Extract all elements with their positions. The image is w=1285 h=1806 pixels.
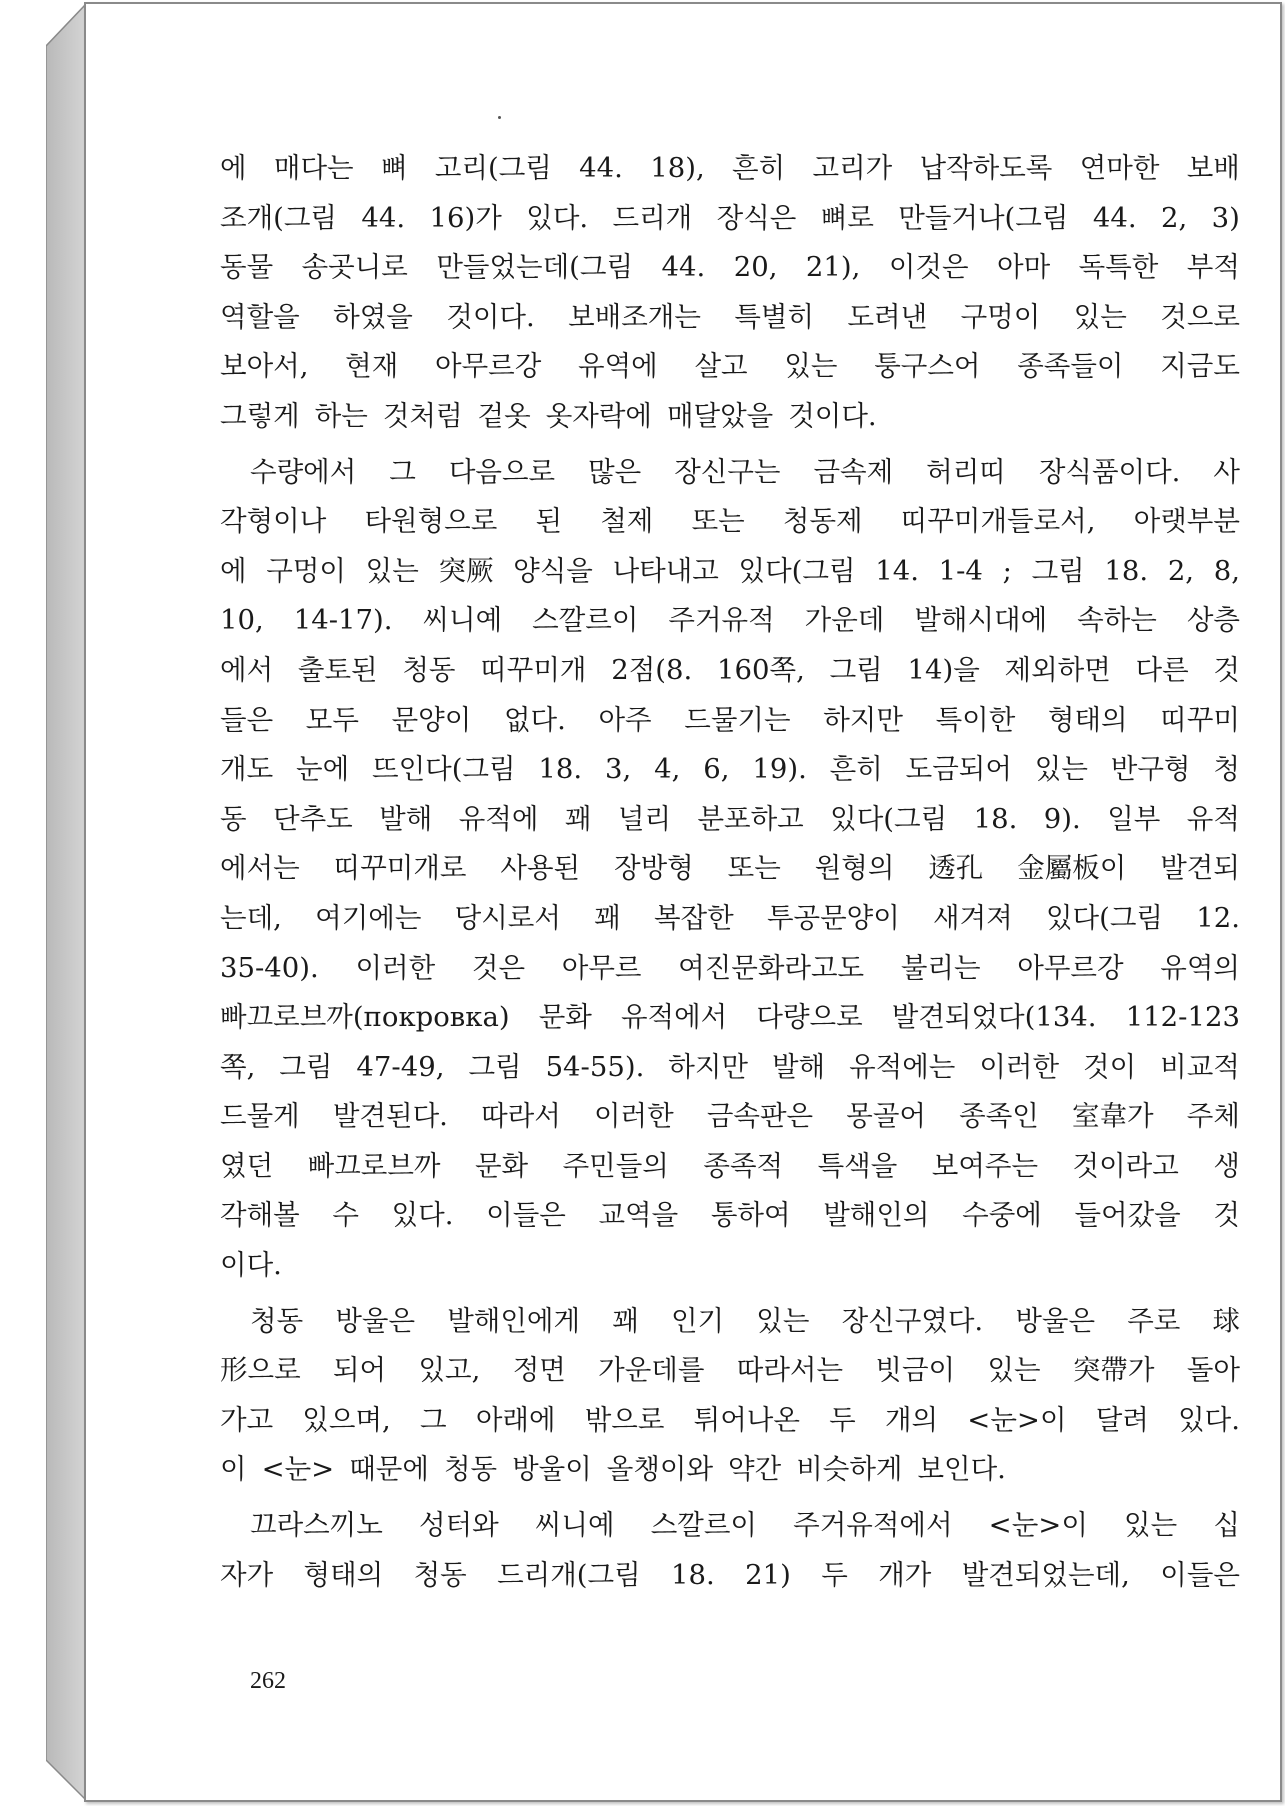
book-page: [84, 2, 1282, 1802]
text-line: 개도 눈에 뜨인다(그림 18. 3, 4, 6, 19). 흔히 도금되어 있는 반구형 청: [220, 753, 1240, 786]
text-line: 각형이나 타원형으로 된 철제 또는 청동제 띠꾸미개들로서, 아랫부분: [220, 505, 1240, 538]
text-line: 쪽, 그림 47-49, 그림 54-55). 하지만 발해 유적에는 이러한 것이 비교적: [220, 1050, 1240, 1083]
text-line: 이 <눈> 때문에 청동 방울이 올챙이와 약간 비슷하게 보인다.: [220, 1453, 1006, 1486]
body-text: [220, 144, 1240, 1600]
text-line: 에서 출토된 청동 띠꾸미개 2점(8. 160쪽, 그림 14)을 제외하면 다른 것: [220, 653, 1240, 686]
speck-mark: [498, 116, 501, 119]
text-line: 끄라스끼노 성터와 씨니예 스깔르이 주거유적에서 <눈>이 있는 십: [250, 1509, 1240, 1542]
text-line: 빠끄로브까(покровка) 문화 유적에서 다량으로 발견되었다(134. 112-123: [220, 1001, 1240, 1034]
text-line: 10, 14-17). 씨니예 스깔르이 주거유적 가운데 발해시대에 속하는 상층: [220, 604, 1240, 637]
book-spine: [46, 0, 86, 1806]
text-line: 그렇게 하는 것처럼 겉옷 옷자락에 매달았을 것이다.: [220, 399, 877, 432]
page-number: 262: [250, 1668, 286, 1694]
text-line: 청동 방울은 발해인에게 꽤 인기 있는 장신구였다. 방울은 주로 球: [250, 1304, 1240, 1337]
text-line: 가고 있으며, 그 아래에 밖으로 튀어나온 두 개의 <눈>이 달려 있다.: [220, 1403, 1240, 1436]
text-line: 形으로 되어 있고, 정면 가운데를 따라서는 빗금이 있는 突帶가 돌아: [220, 1354, 1240, 1387]
text-line: 역할을 하였을 것이다. 보배조개는 특별히 도려낸 구멍이 있는 것으로: [220, 300, 1240, 333]
text-line: 35-40). 이러한 것은 아무르 여진문화라고도 불리는 아무르강 유역의: [220, 951, 1240, 984]
text-line: 였던 빠끄로브까 문화 주민들의 종족적 특색을 보여주는 것이라고 생: [220, 1149, 1240, 1182]
text-line: 에서는 띠꾸미개로 사용된 장방형 또는 원형의 透孔 金屬板이 발견되: [220, 852, 1240, 885]
text-line: 자가 형태의 청동 드리개(그림 18. 21) 두 개가 발견되었는데, 이들은: [220, 1558, 1240, 1591]
text-line: 수량에서 그 다음으로 많은 장신구는 금속제 허리띠 장식품이다. 사: [250, 455, 1240, 488]
text-line: 에 매다는 뼈 고리(그림 44. 18), 흔히 고리가 납작하도록 연마한 보배: [220, 152, 1240, 184]
text-line: 는데, 여기에는 당시로서 꽤 복잡한 투공문양이 새겨져 있다(그림 12.: [220, 901, 1240, 934]
text-line: 동 단추도 발해 유적에 꽤 널리 분포하고 있다(그림 18. 9). 일부 유적: [220, 802, 1240, 835]
text-line: 들은 모두 문양이 없다. 아주 드물기는 하지만 특이한 형태의 띠꾸미: [220, 703, 1240, 736]
text-line: 각해볼 수 있다. 이들은 교역을 통하여 발해인의 수중에 들어갔을 것: [220, 1199, 1240, 1232]
text-line: 에 구멍이 있는 突厥 양식을 나타내고 있다(그림 14. 1-4 ; 그림 18. 2, 8,: [220, 554, 1240, 587]
text-line: 이다.: [220, 1249, 282, 1282]
text-line: 드물게 발견된다. 따라서 이러한 금속판은 몽골어 종족인 室韋가 주체: [220, 1100, 1240, 1133]
text-line: 동물 송곳니로 만들었는데(그림 44. 20, 21), 이것은 아마 독특한 부적: [220, 251, 1240, 284]
text-line: 보아서, 현재 아무르강 유역에 살고 있는 퉁구스어 종족들이 지금도: [220, 350, 1240, 383]
text-line: 조개(그림 44. 16)가 있다. 드리개 장식은 뼈로 만들거나(그림 44. 2, 3): [220, 201, 1240, 234]
